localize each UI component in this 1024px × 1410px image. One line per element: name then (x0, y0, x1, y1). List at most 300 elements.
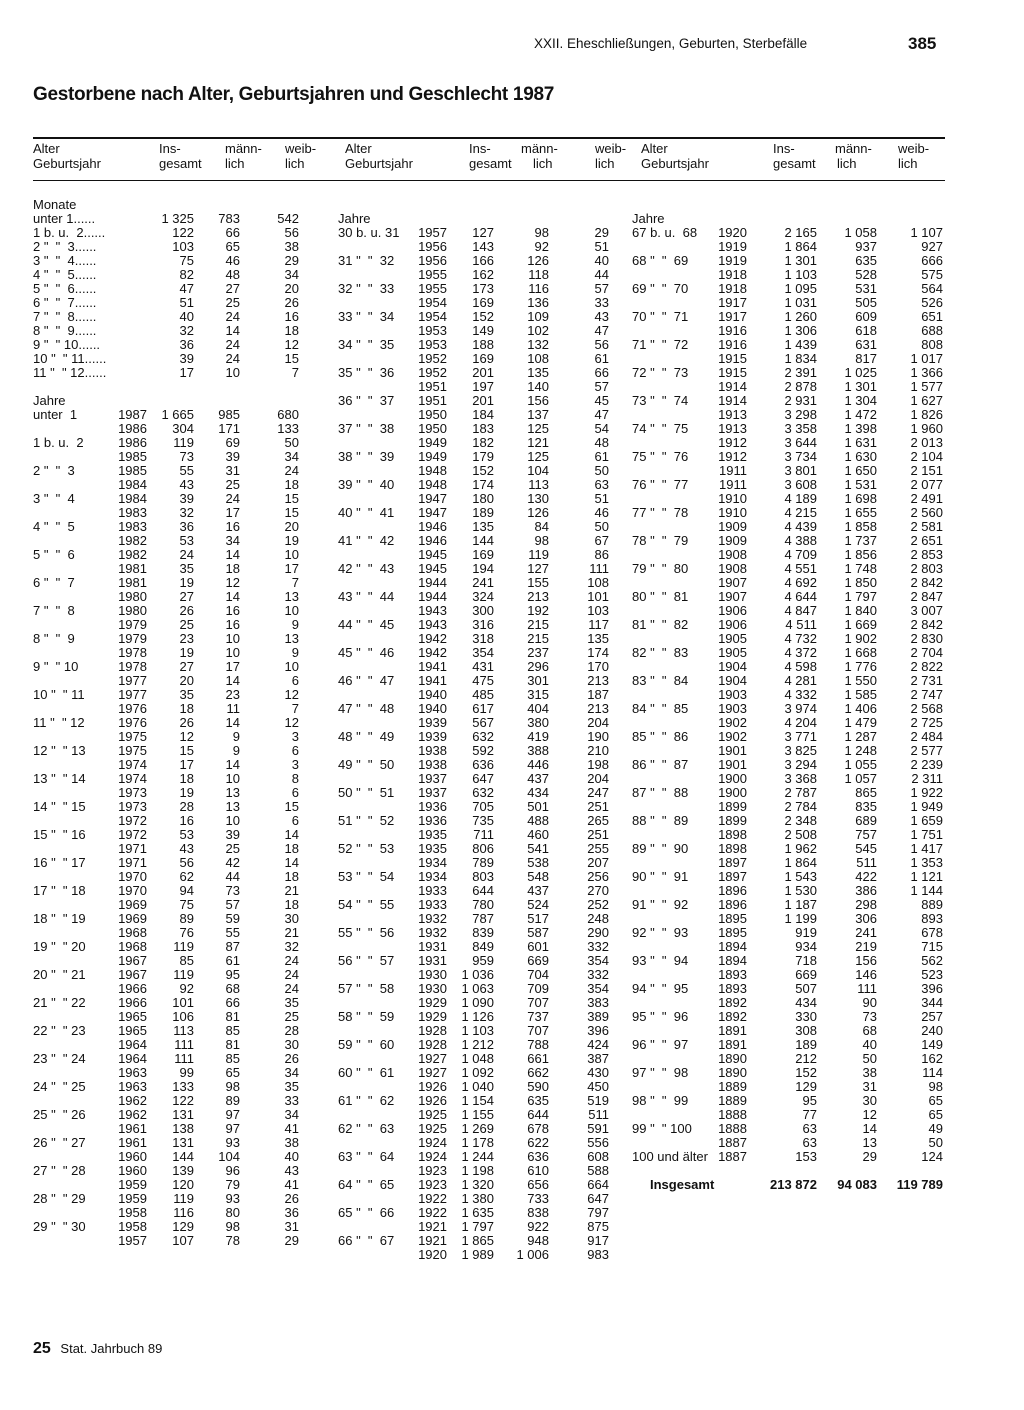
geburtsjahr-cell: 1976 (118, 715, 147, 730)
maennlich-cell: 97 (225, 1107, 240, 1122)
maennlich-cell: 631 (855, 337, 877, 352)
geburtsjahr-cell: 1938 (418, 757, 447, 772)
alter-cell: 5 " " 6 (33, 547, 75, 562)
insgesamt-cell: 1 635 (461, 1205, 494, 1220)
maennlich-cell: 661 (527, 1051, 549, 1066)
alter-cell: 33 " " 34 (338, 309, 395, 324)
geburtsjahr-cell: 1897 (718, 855, 747, 870)
maennlich-cell: 817 (855, 351, 877, 366)
weiblich-cell: 34 (284, 267, 299, 282)
maennlich-cell: 126 (527, 253, 549, 268)
weiblich-cell: 2 581 (910, 519, 943, 534)
maennlich-cell: 636 (527, 1149, 549, 1164)
weiblich-cell: 50 (594, 463, 609, 478)
weiblich-cell: 1 922 (910, 785, 943, 800)
weiblich-cell: 34 (284, 1065, 299, 1080)
alter-cell: 7 " " 8 (33, 603, 75, 618)
insgesamt-cell: 36 (179, 519, 194, 534)
insgesamt-cell: 1 198 (461, 1163, 494, 1178)
maennlich-cell: 1 902 (844, 631, 877, 646)
maennlich-cell: 1 550 (844, 673, 877, 688)
weiblich-cell: 57 (594, 281, 609, 296)
geburtsjahr-cell: 1942 (418, 645, 447, 660)
weiblich-cell: 332 (587, 967, 609, 982)
maennlich-cell: 1 398 (844, 421, 877, 436)
weiblich-cell: 204 (587, 771, 609, 786)
alter-cell: 6 " " 7 (33, 575, 75, 590)
maennlich-cell: 241 (855, 925, 877, 940)
maennlich-cell: 81 (225, 1009, 240, 1024)
weiblich-cell: 2 651 (910, 533, 943, 548)
insgesamt-cell: 94 (179, 883, 194, 898)
alter-cell: 14 " " 15 (33, 799, 86, 814)
maennlich-cell: 219 (855, 939, 877, 954)
geburtsjahr-cell: 1985 (118, 449, 147, 464)
maennlich-cell: 126 (527, 505, 549, 520)
weiblich-cell: 1 826 (910, 407, 943, 422)
weiblich-cell: 893 (921, 911, 943, 926)
alter-cell: 17 " " 18 (33, 883, 86, 898)
insgesamt-cell: 803 (472, 869, 494, 884)
geburtsjahr-cell: 1970 (118, 869, 147, 884)
maennlich-cell: 296 (527, 659, 549, 674)
insgesamt-cell: 25 (179, 617, 194, 632)
weiblich-cell: 2 704 (910, 645, 943, 660)
geburtsjahr-cell: 1902 (718, 729, 747, 744)
maennlich-cell: 704 (527, 967, 549, 982)
geburtsjahr-cell: 1891 (718, 1023, 747, 1038)
weiblich-cell: 162 (921, 1051, 943, 1066)
insgesamt-cell: 28 (179, 799, 194, 814)
maennlich-cell: 10 (225, 645, 240, 660)
insgesamt-cell: 169 (472, 547, 494, 562)
weiblich-cell: 808 (921, 337, 943, 352)
maennlich-cell: 93 (225, 1191, 240, 1206)
weiblich-cell: 61 (594, 449, 609, 464)
alter-cell: 50 " " 51 (338, 785, 395, 800)
geburtsjahr-cell: 1921 (418, 1233, 447, 1248)
insgesamt-cell: 300 (472, 603, 494, 618)
maennlich-cell: 13 (862, 1135, 877, 1150)
weiblich-cell: 2 491 (910, 491, 943, 506)
alter-cell: 77 " " 78 (632, 505, 689, 520)
insgesamt-cell: 849 (472, 939, 494, 954)
alter-cell: 86 " " 87 (632, 757, 689, 772)
alter-cell: 67 b. u. 68 (632, 225, 698, 240)
maennlich-cell: 18 (225, 561, 240, 576)
geburtsjahr-cell: 1891 (718, 1037, 747, 1052)
weiblich-cell: 265 (587, 813, 609, 828)
table-title: Gestorbene nach Alter, Geburtsjahren und Geschlecht 1987 (33, 84, 554, 105)
insgesamt-cell: 103 (172, 239, 194, 254)
weiblich-cell: 20 (284, 281, 299, 296)
maennlich-cell: 25 (225, 295, 240, 310)
geburtsjahr-cell: 1985 (118, 463, 147, 478)
maennlich-cell: 1 858 (844, 519, 877, 534)
maennlich-cell: 14 (225, 757, 240, 772)
weiblich-cell: 170 (587, 659, 609, 674)
geburtsjahr-cell: 1951 (418, 393, 447, 408)
insgesamt-cell: 24 (179, 547, 194, 562)
page-footer (33, 1340, 162, 1358)
geburtsjahr-cell: 1899 (718, 813, 747, 828)
maennlich-cell: 517 (527, 911, 549, 926)
geburtsjahr-cell: 1905 (718, 631, 747, 646)
insgesamt-cell: 1 155 (461, 1107, 494, 1122)
alter-cell: 15 " " 16 (33, 827, 86, 842)
insgesamt-cell: 1 269 (461, 1121, 494, 1136)
geburtsjahr-cell: 1964 (118, 1051, 147, 1066)
maennlich-cell: 531 (855, 281, 877, 296)
geburtsjahr-cell: 1900 (718, 785, 747, 800)
weiblich-cell: 13 (284, 631, 299, 646)
insgesamt-cell: 1 090 (461, 995, 494, 1010)
alter-cell: 88 " " 89 (632, 813, 689, 828)
insgesamt-cell: 27 (179, 589, 194, 604)
maennlich-cell: 118 (528, 267, 549, 282)
insgesamt-cell: 169 (472, 351, 494, 366)
geburtsjahr-cell: 1887 (718, 1135, 747, 1150)
geburtsjahr-cell: 1971 (118, 841, 147, 856)
geburtsjahr-cell: 1939 (418, 729, 447, 744)
maennlich-cell: 618 (855, 323, 877, 338)
header-weiblich-2: lich (285, 156, 305, 171)
insgesamt-cell: 475 (472, 673, 494, 688)
insgesamt-cell: 153 (795, 1149, 817, 1164)
weiblich-cell: 40 (594, 253, 609, 268)
maennlich-cell: 9 (232, 743, 240, 758)
maennlich-cell: 1 748 (844, 561, 877, 576)
weiblich-cell: 383 (587, 995, 609, 1010)
insgesamt-cell: 1 864 (784, 239, 817, 254)
alter-cell: 92 " " 93 (632, 925, 689, 940)
insgesamt-cell: 18 (179, 771, 194, 786)
insgesamt-cell: 919 (795, 925, 817, 940)
insgesamt-cell: 1 665 (161, 407, 194, 422)
weiblich-cell: 290 (587, 925, 609, 940)
alter-cell: 16 " " 17 (33, 855, 86, 870)
weiblich-cell: 564 (921, 281, 943, 296)
geburtsjahr-cell: 1892 (718, 995, 747, 1010)
insgesamt-cell: 1 103 (461, 1023, 494, 1038)
geburtsjahr-cell: 1926 (418, 1093, 447, 1108)
weiblich-cell: 149 (921, 1037, 943, 1052)
maennlich-cell: 1 006 (516, 1247, 549, 1262)
alter-cell: 4 " " 5 (33, 519, 75, 534)
insgesamt-cell: 434 (795, 995, 817, 1010)
geburtsjahr-cell: 1983 (118, 505, 147, 520)
insgesamt-cell: 1 530 (784, 883, 817, 898)
maennlich-cell: 10 (225, 813, 240, 828)
weiblich-cell: 198 (587, 757, 609, 772)
alter-cell: 2 " " 3 (33, 463, 75, 478)
insgesamt-cell: 77 (802, 1107, 817, 1122)
maennlich-cell: 146 (855, 967, 877, 982)
maennlich-cell: 865 (855, 785, 877, 800)
weiblich-cell: 6 (291, 673, 299, 688)
maennlich-cell: 12 (225, 575, 240, 590)
maennlich-cell: 1 058 (844, 225, 877, 240)
geburtsjahr-cell: 1906 (718, 617, 747, 632)
geburtsjahr-cell: 1927 (418, 1051, 447, 1066)
alter-cell: 41 " " 42 (338, 533, 395, 548)
weiblich-cell: 10 (284, 603, 299, 618)
geburtsjahr-cell: 1937 (418, 785, 447, 800)
alter-cell: 62 " " 63 (338, 1121, 395, 1136)
geburtsjahr-cell: 1896 (718, 883, 747, 898)
insgesamt-cell: 127 (472, 225, 494, 240)
alter-cell: 80 " " 81 (632, 589, 689, 604)
insgesamt-cell: 4 511 (785, 617, 817, 632)
maennlich-cell: 59 (225, 911, 240, 926)
maennlich-cell: 678 (527, 1121, 549, 1136)
geburtsjahr-cell: 1946 (418, 519, 447, 534)
geburtsjahr-cell: 1944 (418, 575, 447, 590)
alter-cell: 51 " " 52 (338, 813, 395, 828)
weiblich-cell: 251 (587, 799, 609, 814)
weiblich-cell: 2 311 (911, 771, 943, 786)
insgesamt-cell: 55 (179, 463, 194, 478)
geburtsjahr-cell: 1934 (418, 855, 447, 870)
insgesamt-cell: 1 306 (784, 323, 817, 338)
weiblich-cell: 575 (921, 267, 943, 282)
alter-cell: 1 b. u. 2...... (33, 225, 106, 240)
alter-cell: 69 " " 70 (632, 281, 689, 296)
insgesamt-cell: 959 (472, 953, 494, 968)
geburtsjahr-cell: 1961 (118, 1135, 147, 1150)
weiblich-cell: 108 (587, 575, 609, 590)
weiblich-cell: 65 (928, 1107, 943, 1122)
alter-cell: 55 " " 56 (338, 925, 395, 940)
insgesamt-cell: 75 (179, 253, 194, 268)
geburtsjahr-cell: 1916 (718, 337, 747, 352)
geburtsjahr-cell: 1963 (118, 1065, 147, 1080)
geburtsjahr-cell: 1914 (718, 379, 747, 394)
insgesamt-cell: 1 543 (784, 869, 817, 884)
weiblich-cell: 101 (587, 589, 609, 604)
weiblich-cell: 38 (284, 239, 299, 254)
alter-cell: 79 " " 80 (632, 561, 689, 576)
insgesamt-cell: 27 (179, 659, 194, 674)
geburtsjahr-cell: 1983 (118, 519, 147, 534)
weiblich-cell: 927 (921, 239, 943, 254)
insgesamt-cell: 53 (179, 827, 194, 842)
maennlich-cell: 538 (527, 855, 549, 870)
weiblich-cell: 54 (594, 421, 609, 436)
weiblich-cell: 30 (284, 1037, 299, 1052)
maennlich-cell: 783 (218, 211, 240, 226)
maennlich-cell: 16 (225, 603, 240, 618)
geburtsjahr-cell: 1948 (418, 463, 447, 478)
insgesamt-cell: 213 872 (770, 1177, 817, 1192)
geburtsjahr-cell: 1954 (418, 295, 447, 310)
weiblich-cell: 119 789 (896, 1177, 943, 1192)
maennlich-cell: 528 (855, 267, 877, 282)
weiblich-cell: 396 (921, 981, 943, 996)
geburtsjahr-cell: 1949 (418, 435, 447, 450)
maennlich-cell: 1 668 (844, 645, 877, 660)
maennlich-cell: 1 631 (844, 435, 877, 450)
insgesamt-cell: 183 (472, 421, 494, 436)
geburtsjahr-cell: 1901 (718, 757, 747, 772)
insgesamt-cell: 133 (172, 1079, 194, 1094)
geburtsjahr-cell: 1970 (118, 883, 147, 898)
maennlich-cell: 1 472 (844, 407, 877, 422)
insgesamt-cell: 107 (172, 1233, 194, 1248)
weiblich-cell: 41 (284, 1121, 299, 1136)
alter-cell: 64 " " 65 (338, 1177, 395, 1192)
insgesamt-cell: 304 (172, 421, 194, 436)
insgesamt-cell: 4 439 (784, 519, 817, 534)
geburtsjahr-cell: 1953 (418, 337, 447, 352)
geburtsjahr-cell: 1896 (718, 897, 747, 912)
insgesamt-cell: 35 (179, 561, 194, 576)
geburtsjahr-cell: 1933 (418, 883, 447, 898)
maennlich-cell: 644 (527, 1107, 549, 1122)
alter-cell: 20 " " 21 (33, 967, 86, 982)
weiblich-cell: 33 (594, 295, 609, 310)
geburtsjahr-cell: 1894 (718, 939, 747, 954)
geburtsjahr-cell: 1931 (418, 953, 447, 968)
maennlich-cell: 102 (527, 323, 549, 338)
alter-cell: 63 " " 64 (338, 1149, 395, 1164)
weiblich-cell: 252 (587, 897, 609, 912)
weiblich-cell: 65 (928, 1093, 943, 1108)
insgesamt-cell: 76 (179, 925, 194, 940)
maennlich-cell: 40 (862, 1037, 877, 1052)
maennlich-cell: 29 (862, 1149, 877, 1164)
weiblich-cell: 688 (921, 323, 943, 338)
weiblich-cell: 511 (588, 1107, 609, 1122)
maennlich-cell: 1 057 (844, 771, 877, 786)
insgesamt-cell: 1 380 (461, 1191, 494, 1206)
geburtsjahr-cell: 1908 (718, 547, 747, 562)
weiblich-cell: 32 (284, 939, 299, 954)
insgesamt-cell: 3 771 (784, 729, 817, 744)
alter-cell: 78 " " 79 (632, 533, 689, 548)
geburtsjahr-cell: 1921 (418, 1219, 447, 1234)
insgesamt-cell: 705 (472, 799, 494, 814)
weiblich-cell: 14 (284, 855, 299, 870)
alter-cell: 93 " " 94 (632, 953, 689, 968)
geburtsjahr-cell: 1947 (418, 491, 447, 506)
insgesamt-cell: 1 063 (461, 981, 494, 996)
geburtsjahr-cell: 1952 (418, 351, 447, 366)
alter-cell: 31 " " 32 (338, 253, 395, 268)
header-maennlich-1: männ- (835, 141, 872, 156)
geburtsjahr-cell: 1930 (418, 981, 447, 996)
weiblich-cell: 1 017 (910, 351, 943, 366)
insgesamt-cell: 354 (472, 645, 494, 660)
alter-cell: 98 " " 99 (632, 1093, 689, 1108)
geburtsjahr-cell: 1902 (718, 715, 747, 730)
weiblich-cell: 174 (587, 645, 609, 660)
geburtsjahr-cell: 1957 (118, 1233, 147, 1248)
maennlich-cell: 501 (527, 799, 549, 814)
maennlich-cell: 635 (527, 1093, 549, 1108)
alter-cell: 7 " " 8...... (33, 309, 97, 324)
alter-cell: 100 und älter (632, 1149, 708, 1164)
weiblich-cell: 26 (284, 1051, 299, 1066)
geburtsjahr-cell: 1925 (418, 1121, 447, 1136)
weiblich-cell: 651 (921, 309, 943, 324)
geburtsjahr-cell: 1958 (118, 1219, 147, 1234)
geburtsjahr-cell: 1935 (418, 827, 447, 842)
maennlich-cell: 13 (225, 799, 240, 814)
alter-cell: 8 " " 9 (33, 631, 75, 646)
geburtsjahr-cell: 1937 (418, 771, 447, 786)
weiblich-cell: 56 (594, 337, 609, 352)
alter-cell: Jahre (33, 393, 66, 408)
maennlich-cell: 17 (225, 505, 240, 520)
insgesamt-cell: 789 (472, 855, 494, 870)
insgesamt-cell: 179 (472, 449, 494, 464)
insgesamt-cell: 92 (179, 981, 194, 996)
weiblich-cell: 61 (594, 351, 609, 366)
weiblich-cell: 86 (594, 547, 609, 562)
weiblich-cell: 1 751 (910, 827, 943, 842)
insgesamt-cell: 82 (179, 267, 194, 282)
geburtsjahr-cell: 1936 (418, 799, 447, 814)
insgesamt-cell: 2 165 (784, 225, 817, 240)
maennlich-cell: 601 (527, 939, 549, 954)
geburtsjahr-cell: 1968 (118, 925, 147, 940)
weiblich-cell: 24 (284, 463, 299, 478)
maennlich-cell: 96 (225, 1163, 240, 1178)
insgesamt-cell: 32 (179, 323, 194, 338)
weiblich-cell: 424 (587, 1037, 609, 1052)
geburtsjahr-cell: 1893 (718, 981, 747, 996)
alter-cell: 95 " " 96 (632, 1009, 689, 1024)
insgesamt-cell: 1 865 (461, 1233, 494, 1248)
geburtsjahr-cell: 1912 (718, 435, 747, 450)
insgesamt-cell: 1 031 (784, 295, 817, 310)
maennlich-cell: 237 (527, 645, 549, 660)
maennlich-cell: 306 (855, 911, 877, 926)
maennlich-cell: 130 (527, 491, 549, 506)
insgesamt-cell: 73 (179, 449, 194, 464)
insgesamt-cell: 431 (472, 659, 494, 674)
weiblich-cell: 46 (594, 505, 609, 520)
geburtsjahr-cell: 1961 (118, 1121, 147, 1136)
weiblich-cell: 450 (587, 1079, 609, 1094)
alter-cell: Insgesamt (650, 1177, 715, 1192)
weiblich-cell: 556 (587, 1135, 609, 1150)
geburtsjahr-cell: 1931 (418, 939, 447, 954)
geburtsjahr-cell: 1935 (418, 841, 447, 856)
maennlich-cell: 1 025 (844, 365, 877, 380)
alter-cell: 84 " " 85 (632, 701, 689, 716)
insgesamt-cell: 1 962 (784, 841, 817, 856)
geburtsjahr-cell: 1909 (718, 533, 747, 548)
maennlich-cell: 511 (856, 855, 877, 870)
weiblich-cell: 20 (284, 519, 299, 534)
maennlich-cell: 50 (862, 1051, 877, 1066)
weiblich-cell: 24 (284, 967, 299, 982)
insgesamt-cell: 144 (472, 533, 494, 548)
maennlich-cell: 386 (855, 883, 877, 898)
maennlich-cell: 419 (527, 729, 549, 744)
maennlich-cell: 98 (534, 533, 549, 548)
geburtsjahr-cell: 1973 (118, 785, 147, 800)
geburtsjahr-cell: 1903 (718, 687, 747, 702)
insgesamt-cell: 119 (173, 967, 194, 982)
alter-cell: 12 " " 13 (33, 743, 86, 758)
alter-cell: Jahre (632, 211, 665, 226)
maennlich-cell: 24 (225, 337, 240, 352)
geburtsjahr-cell: 1900 (718, 771, 747, 786)
insgesamt-cell: 122 (172, 225, 194, 240)
